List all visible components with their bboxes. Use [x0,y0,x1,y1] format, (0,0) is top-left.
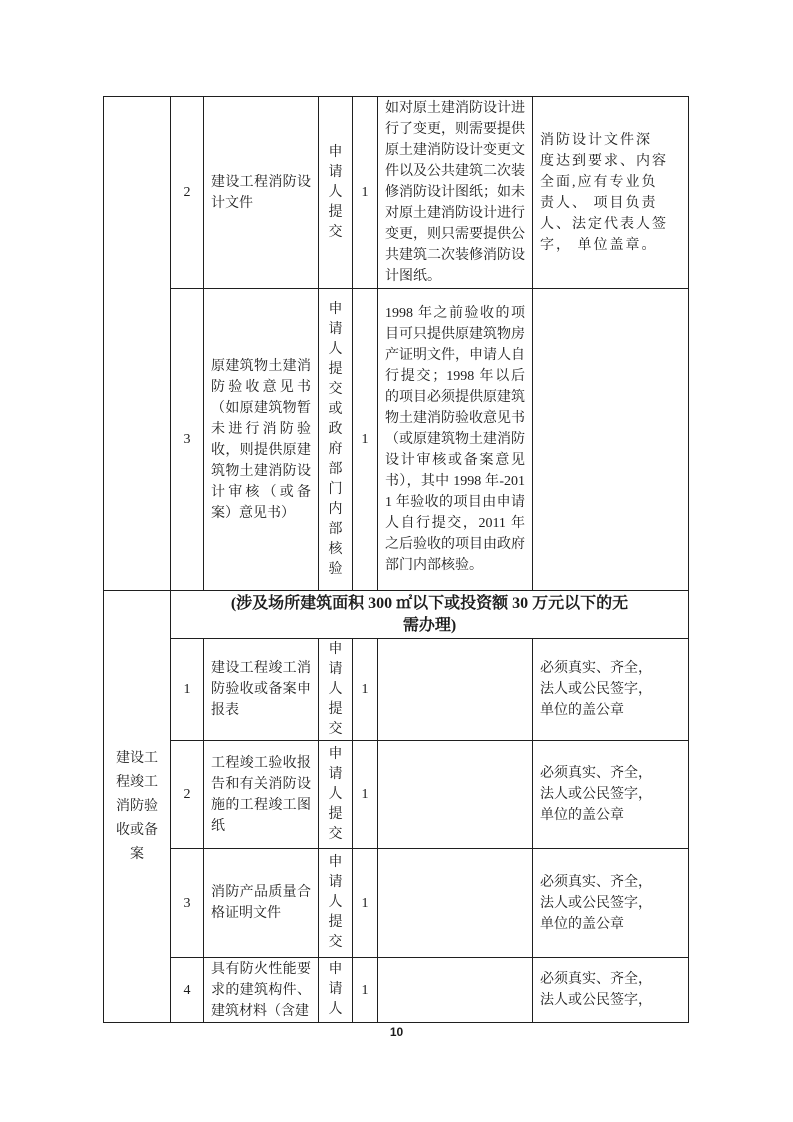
row-number-cell: 2 [171,741,204,849]
material-name-cell: 工程竣工验收报告和有关消防设施的工程竣工图纸 [204,741,319,849]
description-cell [378,958,533,1023]
copy-count-cell: 1 [353,289,378,591]
description-cell [378,741,533,849]
requirement-cell: 必须真实、齐全， 法人或公民签字， 单位的盖公章 [533,741,689,849]
category-cell-top-empty [104,97,171,591]
category-cell-completion-acceptance: 建设工程竣工消防验收或备案 [104,591,171,1023]
table-row [104,741,689,849]
material-name-cell: 消防产品质量合格证明文件 [204,849,319,958]
copy-count-cell: 1 [353,958,378,1023]
description-cell: 如对原土建消防设计进行了变更，则需要提供原土建消防设计变更文件以及公共建筑二次装修消防设计图纸；如未对原土建消防设计进行变更，则只需要提供公共建筑二次装修消防设计图纸。 [378,97,533,289]
requirement-cell: 必须真实、齐全， 法人或公民签字， 单位的盖公章 [533,639,689,741]
requirement-cell: 消防设计文件深 度达到要求、内容 全面,应有专业负 责人、 项目负责 人、法定代表人签 字， 单位盖章。 [533,97,689,289]
submit-method-cell: 申请人提交 [319,97,353,289]
description-cell: 1998 年之前验收的项目可只提供原建筑物房产证明文件，申请人自行提交；1998 年以后的项目必须提供原建筑物土建消防验收意见书（或原建筑物土建消防设计审核或备案意见书），其中 1998 年-2011 年验收的项目由申请人自行提交，2011 年之后验收的项目由政府部门内部核验。 [378,289,533,591]
material-name-cell: 原建筑物土建消防验收意见书（如原建筑物暂未进行消防验收，则提供原建筑物土建消防设计审核（或备案）意见书） [204,289,319,591]
material-name-cell: 具有防火性能要求的建筑构件、建筑材料（含建 [204,958,319,1023]
table-row [104,639,689,741]
description-cell [378,849,533,958]
submit-method-cell: 申请人提交 [319,639,353,741]
copy-count-cell: 1 [353,97,378,289]
submit-method-cell: 申请人提交或政府部门内部核验 [319,289,353,591]
section-note: (涉及场所建筑面积 300 ㎡以下或投资额 30 万元以下的无 需办理) [171,591,689,639]
table-row [104,97,689,289]
table-row [104,289,689,591]
row-number-cell: 3 [171,849,204,958]
submit-method-cell: 申请人提交 [319,849,353,958]
copy-count-cell: 1 [353,639,378,741]
row-number-cell: 4 [171,958,204,1023]
row-number-cell: 1 [171,639,204,741]
material-name-cell: 建设工程消防设计文件 [204,97,319,289]
section-note-row [104,591,689,639]
row-number-cell: 2 [171,97,204,289]
copy-count-cell: 1 [353,741,378,849]
material-name-cell: 建设工程竣工消防验收或备案申报表 [204,639,319,741]
table-row [104,849,689,958]
page-number: 10 [389,1025,404,1039]
requirement-cell: 必须真实、齐全， 法人或公民签字， 单位的盖公章 [533,849,689,958]
requirement-cell: 必须真实、齐全， 法人或公民签字， [533,958,689,1023]
procedure-materials-table [103,96,689,1023]
requirement-cell [533,289,689,591]
submit-method-cell: 申请人提交 [319,741,353,849]
submit-method-cell: 申请人 [319,958,353,1023]
table-row [104,958,689,1023]
row-number-cell: 3 [171,289,204,591]
description-cell [378,639,533,741]
copy-count-cell: 1 [353,849,378,958]
